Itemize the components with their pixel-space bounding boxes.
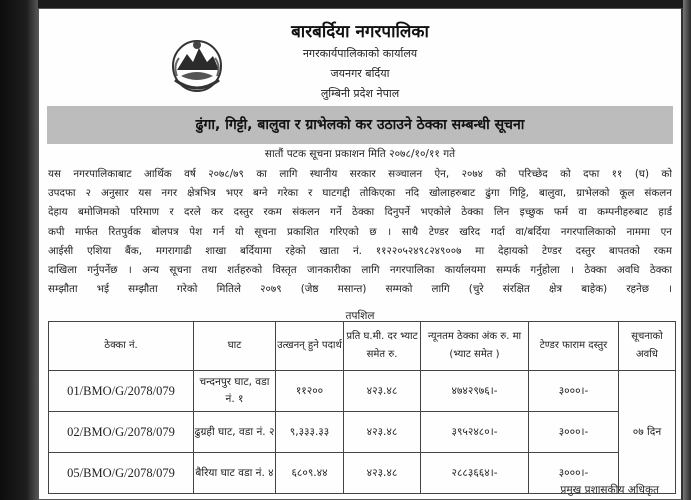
body-line: कपी मार्फत रितपुर्वक बोलपत्र पेश गर्न यो सूचना प्रकाशित गरिएको छ । साथै टेण्डर खरिद गर्दा वा/बर्दिया नगरपालिकाको नाममा एन (48, 225, 672, 238)
schedule-table (48, 321, 676, 494)
notice-title: ढुंगा, गिट्टी, बालुवा र ग्राभेलको कर उठाउने ठेक्का सम्बन्धी सूचना (195, 117, 525, 133)
signatory-title: प्रमुख प्रशासकीय अधिकृत (560, 484, 659, 496)
min-amount: २८८३६६४।- (421, 453, 529, 494)
rate: ४२३.४८ (344, 371, 421, 412)
publication-date: सातौं पटक सूचना प्रकाशन मिति २०७८/१०/११ गते (264, 148, 456, 160)
body-line: सम्झौता भई सम्झौता गरेको मितिले २०७९ (जेष्ठ मसान्त) सम्मको लागि (चुरे संरक्षित क्षेत्र बाहेक) रहनेछ । (48, 283, 672, 296)
col-notice-period: सूचनाको अवधि (619, 322, 676, 371)
page-shadow-left (0, 0, 38, 500)
col-contract-no: ठेक्का नं. (49, 322, 194, 371)
ghat-name: बैरिया घाट वडा नं. ४ (194, 453, 276, 494)
quantity: ९,३३३.३३ (276, 412, 344, 453)
tender-fee: ३०००।- (529, 371, 619, 412)
page-shadow-right (683, 0, 691, 500)
table-header-row (49, 322, 676, 371)
col-tender-fee: टेण्डर फाराम दस्तुर (529, 322, 619, 371)
tender-fee: ३०००।- (529, 453, 619, 494)
ghat-name: चन्दनपुर घाट, वडा नं. १ (194, 371, 276, 412)
ghat-name: ढुग्रही घाट, वडा नं. २ (194, 412, 276, 453)
col-rate: प्रति घ.मी. दर भ्याट समेत रु. (344, 322, 421, 371)
notice-banner (47, 106, 673, 144)
contract-no: 05/BMO/G/2078/079 (49, 453, 194, 494)
body-line: देहाय बमोजिमको परिमाण र दरले कर दस्तुर रकम संकलन गर्ने ठेक्का दिनुपर्ने भएकोले ठेक्का लिन इच्छुक फर्म वा कम्पनीहरुबाट हार्ड (48, 206, 672, 219)
rate: ४२३.४८ (344, 453, 421, 494)
notice-period: ०७ दिन (619, 371, 676, 494)
contract-no: 01/BMO/G/2078/079 (49, 371, 194, 412)
notice-body (48, 165, 672, 299)
schedule-title: तपशिल (345, 310, 375, 322)
col-min-amount: न्यूनतम ठेक्का अंक रु. मा (भ्याट समेत ) (421, 322, 529, 371)
body-line: दाखिला गर्नुपर्नेछ । अन्य सूचना तथा शर्तहरुको विस्तृत जानकारीका लागि नगरपालिका कार्यालयमा सम्पर्क गर्नुहोला । ठेक्का अवधि ठेक्का (48, 263, 672, 276)
body-line: यस नगरपालिकाबाट आर्थिक वर्ष २०७८/७९ का लागि स्थानीय सरकार सञ्चालन ऐन, २०७४ को परिच्छेद को दफा ११ (घ) को (48, 168, 672, 180)
col-ghat: घाट (194, 322, 276, 371)
body-line: आईसी एशिया बैंक, मगरागाढी शाखा बर्दियामा रहेको खाता नं. ११२२०५२४९८२४९००७ मा देहायको टेण्डर दस्तुर बापतको रकम (48, 244, 672, 257)
quantity: ६८०९.४४ (276, 453, 344, 494)
public-notice (38, 8, 683, 500)
office-location: जयनगर बर्दिया (330, 67, 390, 80)
table-row (49, 371, 676, 412)
province-name: लुम्बिनी प्रदेश नेपाल (320, 87, 400, 100)
col-quantity: उत्खनन् हुने पदार्थ (276, 322, 344, 371)
office-name: नगरकार्यपालिकाको कार्यालय (302, 47, 418, 60)
rate: ४२३.४८ (344, 412, 421, 453)
table-row (49, 412, 676, 453)
min-amount: ४७४२९७६।- (421, 371, 529, 412)
quantity: ११२०० (276, 371, 344, 412)
min-amount: ३९५२४८०।- (421, 412, 529, 453)
municipality-title: बारबर्दिया नगरपालिका (291, 22, 429, 42)
tender-fee: ३०००।- (529, 412, 619, 453)
contract-no: 02/BMO/G/2078/079 (49, 412, 194, 453)
body-line: उपदफा २ अनुसार यस नगर क्षेत्रभित्र भएर बग्ने गरेका र घाटगद्दी तोकिएका नदि खोलाहरुबाट ढुंगा गिट्टि, बालुवा, ग्राभेलको कूल संकलन (48, 187, 672, 200)
